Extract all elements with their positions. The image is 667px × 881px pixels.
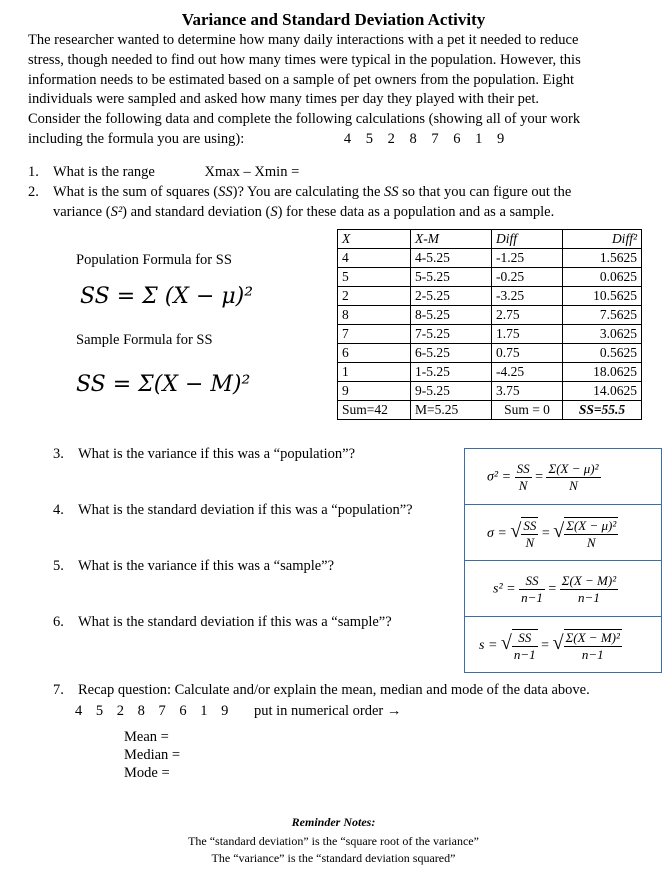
table-cell: 0.0625 [563,268,642,287]
fraction [515,461,532,494]
table-cell: -3.25 [492,287,563,306]
table-row [338,287,642,306]
denominator: N [569,478,578,493]
table-cell: 0.5625 [563,344,642,363]
q2-text: so that you can figure out the [398,184,572,200]
table-cell: 0.75 [492,344,563,363]
ss-term: SS [384,184,399,200]
reminder-notes [0,815,667,866]
table-cell: 10.5625 [563,287,642,306]
table-cell: -1.25 [492,249,563,268]
intro-last-line: including the formula you are using): [28,130,245,147]
question-4 [53,500,413,520]
order-instruction: put in numerical order → [254,703,402,719]
fraction [564,517,618,551]
table-header: Diff² [563,230,642,249]
question-number: 3. [53,446,64,462]
formula-lhs: s² = [493,581,516,597]
table-cell: 1.75 [492,325,563,344]
table-row [338,268,642,287]
table-cell: 3.75 [492,382,563,401]
table-cell: 8-5.25 [411,306,492,325]
q2-text: ) and standard deviation ( [122,204,271,220]
question-number: 4. [53,502,64,518]
question-6 [53,612,392,632]
fraction [521,517,538,551]
mean-label: Mean = [124,729,169,745]
table-cell: 2-5.25 [411,287,492,306]
table-cell: 3.0625 [563,325,642,344]
q2-text: ) for these data as a population and as a sample. [277,204,555,220]
sqrt-icon: √ [553,520,565,543]
question-7 [53,680,663,721]
intro-line: Consider the following data and complete the following calculations (showing all of your work [28,111,581,128]
question-text: What is the variance if this was a “population”? [78,446,356,462]
table-row [338,325,642,344]
table-cell: 2.75 [492,306,563,325]
sample-variance-formula [465,561,661,617]
formula-lhs: σ = [487,526,507,542]
population-sd-formula [465,505,661,561]
population-formula-label: Population Formula for SS [76,252,232,268]
table-cell: 1 [338,363,411,382]
page-title: Variance and Standard Deviation Activity [181,10,486,29]
intro-line [28,130,648,150]
range-formula: Xmax – Xmin = [204,164,300,180]
formula-lhs: σ² = [487,469,512,485]
table-cell: 5-5.25 [411,268,492,287]
q2-text: )? You are calculating the [232,184,385,200]
table-cell: 8 [338,306,411,325]
denominator: n−1 [578,590,600,605]
data-values: 4 5 2 8 7 6 1 9 [343,130,505,147]
table-cell: 6-5.25 [411,344,492,363]
table-cell: -4.25 [492,363,563,382]
table-cell: 1.5625 [563,249,642,268]
table-cell: 7 [338,325,411,344]
numerator: Σ(X − M)² [561,573,617,588]
question-number: 7. [53,682,64,698]
table-row [338,363,642,382]
table-cell: -0.25 [492,268,563,287]
numerator: SS [516,461,530,476]
fraction [519,573,545,606]
notes-line: The “standard deviation” is the “square root of the variance” [188,834,479,848]
question-number: 5. [53,558,64,574]
ss-term: SS [218,184,233,200]
question-3 [53,444,355,464]
table-cell: 2 [338,287,411,306]
intro-paragraph [28,31,648,150]
question-1 [28,162,658,182]
ss-table [337,229,642,420]
population-variance-formula [465,449,661,505]
table-footer-cell: Sum = 0 [492,401,563,420]
table-footer-cell: Sum=42 [338,401,411,420]
intro-line: information needs to be estimated based on a sample of pet owners from the population. Eight [28,71,575,88]
table-cell: 9 [338,382,411,401]
numerator: Σ(X − M)² [565,630,620,645]
denominator: N [525,535,535,550]
question-text: What is the standard deviation if this was a “population”? [78,502,413,518]
question-2 [28,182,658,222]
intro-line: The researcher wanted to determine how many daily interactions with a pet it needed to reduce [28,32,579,48]
fraction [564,629,622,663]
table-row [338,344,642,363]
fraction [512,629,538,663]
numerator: SS [512,630,538,647]
question-text: What is the range [53,164,155,180]
question-text: What is the variance if this was a “sample”? [78,558,335,574]
notes-heading: Reminder Notes: [291,815,376,829]
numerator: SS [519,573,545,590]
data-values: 4 5 2 8 7 6 1 9 [75,703,229,719]
table-cell: 7-5.25 [411,325,492,344]
table-cell: 7.5625 [563,306,642,325]
sample-sd-formula [465,617,661,672]
sample-formula-label: Sample Formula for SS [76,332,213,348]
table-row [338,306,642,325]
formula-box [464,448,662,673]
question-number: 6. [53,614,64,630]
intro-line: stress, though needed to find out how many times were typical in the population. However, this [28,51,581,68]
sqrt-icon: √ [552,632,564,655]
sqrt-icon: √ [500,632,512,655]
question-text: What is the standard deviation if this was a “sample”? [78,614,392,630]
equals-sign: = [535,469,543,485]
table-cell: 1-5.25 [411,363,492,382]
table-header: X-M [411,230,492,249]
question-text: Recap question: Calculate and/or explain the mean, median and mode of the data above. [78,682,590,698]
table-header: Diff [492,230,563,249]
table-cell: 4 [338,249,411,268]
q2-text: variance ( [53,204,111,220]
intro-line: individuals were sampled and asked how many times per day they played with their pet. [28,91,539,108]
q2-text: What is the sum of squares ( [53,184,219,200]
denominator: n−1 [581,647,604,662]
fraction [560,573,618,606]
table-cell: 5 [338,268,411,287]
denominator: n−1 [521,590,543,605]
table-footer-cell: SS=55.5 [563,401,642,420]
sample-ss-formula: SS = Σ(X − M)² [76,372,251,397]
sqrt-icon: √ [510,520,522,543]
mode-label: Mode = [124,765,170,781]
table-cell: 6 [338,344,411,363]
median-label: Median = [124,747,181,763]
denominator: N [586,535,596,550]
equals-sign: = [541,638,550,654]
fraction [546,461,600,494]
denominator: N [518,478,528,493]
notes-line: The “variance” is the “standard deviation squared” [211,851,456,865]
sd-term: S [270,204,278,220]
table-footer-row [338,401,642,420]
table-cell: 14.0625 [563,382,642,401]
formula-lhs: s = [479,638,498,654]
table-cell: 4-5.25 [411,249,492,268]
numerator: Σ(X − μ)² [566,518,617,533]
table-header-row [338,230,642,249]
table-cell: 9-5.25 [411,382,492,401]
table-row [338,249,642,268]
table-header: X [338,230,411,249]
table-footer-cell: M=5.25 [411,401,492,420]
numerator: SS [523,518,537,533]
table-cell: 18.0625 [563,363,642,382]
summary-stats [124,728,180,782]
numerator: Σ(X − μ)² [548,461,599,476]
question-5 [53,556,334,576]
question-number: 2. [28,184,39,200]
equals-sign: = [548,581,557,597]
variance-term: S² [110,204,123,220]
equals-sign: = [541,526,550,542]
population-ss-formula: SS = Σ (X − μ)² [80,284,254,309]
denominator: n−1 [513,647,536,662]
question-number: 1. [28,164,39,180]
table-row [338,382,642,401]
